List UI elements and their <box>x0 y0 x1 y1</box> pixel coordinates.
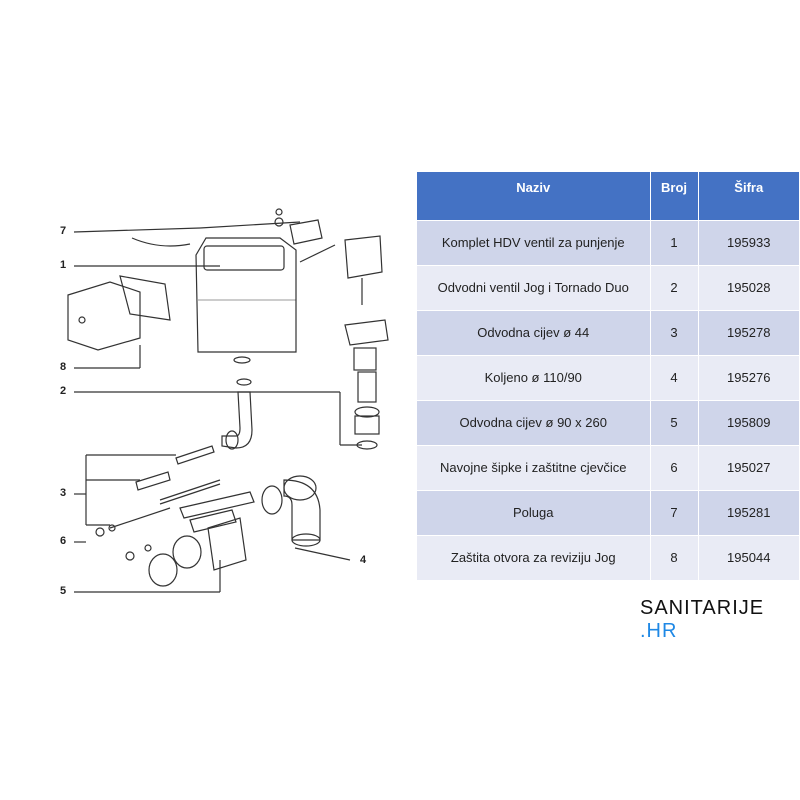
cell-name: Zaštita otvora za reviziju Jog <box>417 535 650 580</box>
callout-1: 1 <box>60 259 67 271</box>
elbow-pipe <box>284 480 320 540</box>
header-name: Naziv <box>417 172 650 220</box>
cell-number: 1 <box>650 220 698 265</box>
brand-logo <box>640 597 800 643</box>
cell-code: 195028 <box>698 265 799 310</box>
cell-name: Poluga <box>417 490 650 535</box>
callout-6: 6 <box>60 535 67 547</box>
cell-code: 195044 <box>698 535 799 580</box>
callout-4: 4 <box>360 554 367 566</box>
parts-table <box>417 172 799 580</box>
header-number: Broj <box>650 172 698 220</box>
cell-number: 2 <box>650 265 698 310</box>
tank-body <box>196 238 296 352</box>
table-header-row <box>417 172 799 220</box>
cell-number: 3 <box>650 310 698 355</box>
fill-valve <box>345 236 382 278</box>
cell-code: 195276 <box>698 355 799 400</box>
header-code: Šifra <box>698 172 799 220</box>
callout-3: 3 <box>60 487 67 499</box>
table-row <box>417 265 799 310</box>
table-row <box>417 490 799 535</box>
cell-number: 6 <box>650 445 698 490</box>
cell-number: 8 <box>650 535 698 580</box>
table-row <box>417 535 799 580</box>
callout-7: 7 <box>60 225 67 237</box>
cell-number: 7 <box>650 490 698 535</box>
cell-code: 195809 <box>698 400 799 445</box>
table-row <box>417 310 799 355</box>
cell-name: Koljeno ø 110/90 <box>417 355 650 400</box>
cell-code: 195933 <box>698 220 799 265</box>
table-row <box>417 220 799 265</box>
callout-5: 5 <box>60 585 67 597</box>
cell-name: Odvodni ventil Jog i Tornado Duo <box>417 265 650 310</box>
callout-8: 8 <box>60 361 67 373</box>
table-row <box>417 445 799 490</box>
brand-main: SANITARIJE <box>640 597 765 619</box>
cell-number: 5 <box>650 400 698 445</box>
cell-name: Odvodna cijev ø 44 <box>417 310 650 355</box>
cell-name: Odvodna cijev ø 90 x 260 <box>417 400 650 445</box>
cell-name: Komplet HDV ventil za punjenje <box>417 220 650 265</box>
leader-4 <box>295 548 350 560</box>
brand-accent: .HR <box>640 620 678 642</box>
cell-number: 4 <box>650 355 698 400</box>
cover-panel <box>68 282 140 350</box>
cell-code: 195278 <box>698 310 799 355</box>
leader-7 <box>74 228 200 232</box>
table-row <box>417 400 799 445</box>
table-row <box>417 355 799 400</box>
callout-2: 2 <box>60 385 67 397</box>
cell-code: 195281 <box>698 490 799 535</box>
cell-name: Navojne šipke i zaštitne cjevčice <box>417 445 650 490</box>
cell-code: 195027 <box>698 445 799 490</box>
